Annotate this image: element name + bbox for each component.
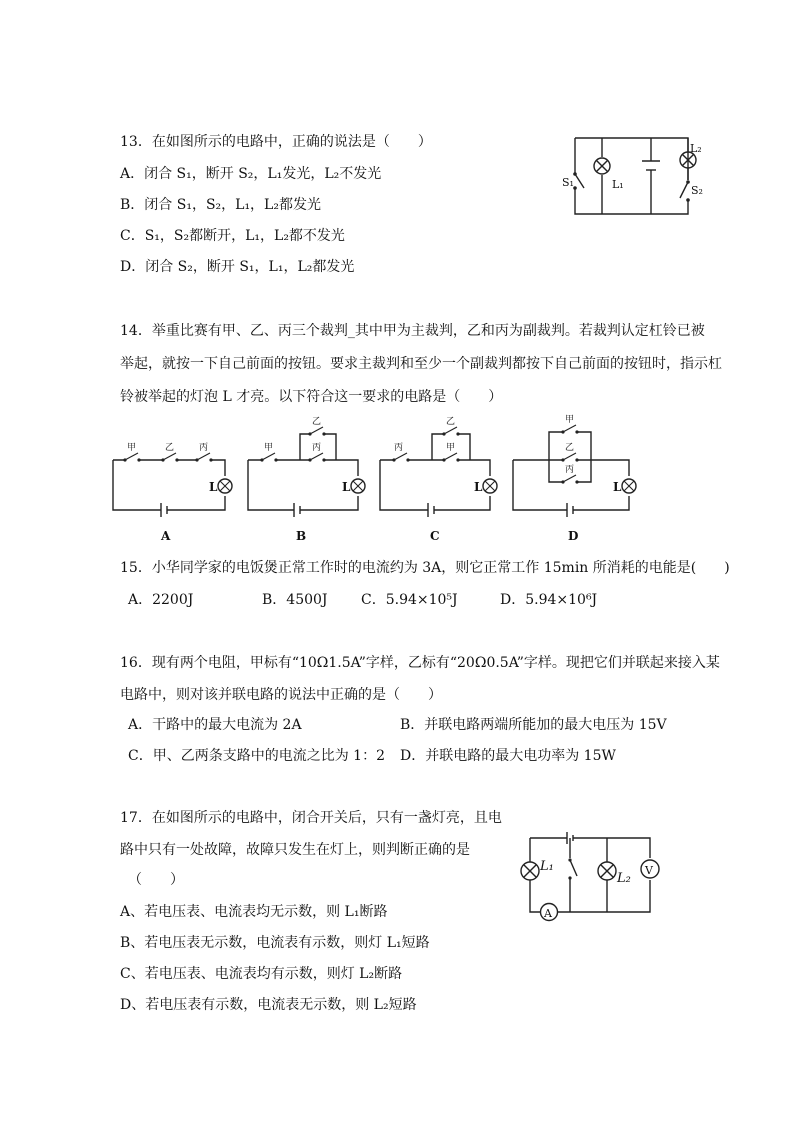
switch-yi-icon — [442, 427, 459, 436]
voltmeter-label: V — [645, 864, 653, 877]
switch-icon — [568, 858, 577, 879]
caption-a: A — [161, 529, 171, 543]
label-jia: 甲 — [446, 443, 456, 453]
switch-bing-icon — [308, 453, 325, 462]
q17-line-3: （ ） — [128, 872, 184, 888]
q13-option-b: B．闭合 S₁，S₂，L₁，L₂都发光 — [120, 197, 321, 213]
q17-option-b: B、若电压表无示数，电流表有示数，则灯 L₁短路 — [120, 935, 430, 951]
q17-line-2: 路中只有一处故障，故障只发生在灯上，则判断正确的是 — [120, 842, 470, 858]
q16-option-d: D．并联电路的最大电功率为 15W — [400, 748, 616, 764]
lamp-label: L — [613, 480, 622, 494]
label-bing: 丙 — [312, 443, 322, 453]
s2-label: S₂ — [691, 184, 703, 197]
switch-bing-icon — [195, 453, 212, 462]
q14-line-3: 铃被举起的灯泡 L 才亮。以下符合这一要求的电路是（ ） — [120, 389, 503, 405]
switch-yi-icon — [561, 453, 578, 462]
q17-line-1: 17．在如图所示的电路中，闭合开关后，只有一盏灯亮，且电 — [120, 810, 502, 826]
switch-jia-icon — [442, 453, 459, 462]
q14-circuit-c — [372, 412, 507, 548]
q14-circuit-a — [105, 438, 245, 548]
q15-option-d: D．5.94×10⁶J — [500, 592, 598, 608]
label-bing: 丙 — [199, 443, 209, 453]
q13-stem: 13．在如图所示的电路中，正确的说法是（ ） — [120, 134, 432, 150]
q16-option-a: A．干路中的最大电流为 2A — [128, 717, 302, 733]
lamp-label: L — [474, 480, 483, 494]
q14-circuit-b — [240, 412, 375, 548]
q15-option-c: C．5.94×10⁵J — [361, 592, 458, 608]
battery-icon — [161, 503, 167, 517]
q17-option-d: D、若电压表有示数，电流表无示数，则 L₂短路 — [120, 997, 417, 1013]
label-jia: 甲 — [565, 415, 575, 425]
lamp-label: L — [209, 480, 218, 494]
q13-option-a: A．闭合 S₁，断开 S₂，L₁发光，L₂不发光 — [120, 166, 382, 182]
ammeter-label: A — [544, 907, 552, 920]
l1-lamp-icon — [521, 862, 539, 880]
lamp-icon — [351, 479, 365, 493]
lamp-icon — [218, 479, 232, 493]
q15-option-a: A．2200J — [128, 592, 194, 608]
q13-option-d: D．闭合 S₂，断开 S₁，L₁，L₂都发光 — [120, 259, 355, 275]
s2-switch-icon — [680, 182, 688, 198]
label-jia: 甲 — [127, 443, 137, 453]
l2-lamp-icon — [598, 862, 616, 880]
switch-jia-icon — [561, 425, 578, 434]
label-bing: 丙 — [394, 443, 404, 453]
switch-bing-icon — [392, 453, 409, 462]
switch-jia-icon — [123, 453, 140, 462]
q15-option-b: B．4500J — [262, 592, 328, 608]
l1-label: L₁ — [540, 859, 554, 874]
label-yi: 乙 — [165, 443, 175, 453]
battery-icon — [428, 503, 434, 517]
label-bing: 丙 — [565, 465, 575, 475]
q16-option-b: B．并联电路两端所能加的最大电压为 15V — [400, 717, 667, 733]
switch-yi-icon — [161, 453, 178, 462]
l1-lamp-icon — [594, 158, 610, 174]
q17-option-a: A、若电压表、电流表均无示数，则 L₁断路 — [120, 904, 388, 920]
q13-option-c: C．S₁，S₂都断开，L₁，L₂都不发光 — [120, 228, 345, 244]
s1-switch-icon — [575, 174, 584, 188]
q14-circuit-d — [507, 412, 642, 548]
caption-c: C — [430, 529, 440, 543]
l2-label: L₂ — [690, 142, 702, 155]
lamp-icon — [483, 479, 497, 493]
switch-jia-icon — [260, 453, 277, 462]
q16-line-1: 16．现有两个电阻，甲标有“10Ω1.5A”字样，乙标有“20Ω0.5A”字样。现把它们并联起来接入某 — [120, 655, 720, 671]
label-yi: 乙 — [312, 417, 322, 427]
s1-label: S₁ — [562, 176, 574, 189]
caption-d: D — [568, 529, 579, 543]
q17-circuit-diagram — [515, 830, 665, 920]
q13-circuit-diagram — [560, 130, 710, 225]
q17-option-c: C、若电压表、电流表均有示数，则灯 L₂断路 — [120, 966, 403, 982]
label-jia: 甲 — [264, 443, 274, 453]
label-yi: 乙 — [446, 417, 456, 427]
l2-label: L₂ — [617, 871, 631, 886]
l1-label: L₁ — [612, 178, 624, 191]
switch-bing-icon — [561, 475, 578, 484]
lamp-icon — [622, 479, 636, 493]
lamp-label: L — [342, 480, 351, 494]
q16-line-2: 电路中，则对该并联电路的说法中正确的是（ ） — [120, 687, 442, 703]
q14-line-1: 14．举重比赛有甲、乙、丙三个裁判_其中甲为主裁判，乙和丙为副裁判。若裁判认定杠铃已被 — [120, 323, 705, 339]
switch-yi-icon — [308, 427, 325, 436]
battery-icon — [294, 503, 300, 517]
q15-stem: 15．小华同学家的电饭煲正常工作时的电流约为 3A，则它正常工作 15min 所消耗的电能是( ) — [120, 560, 730, 576]
battery-icon — [567, 503, 573, 517]
q14-line-2: 举起，就按一下自己前面的按钮。要求主裁判和至少一个副裁判都按下自己前面的按钮时，指示杠 — [120, 356, 722, 372]
caption-b: B — [296, 529, 307, 543]
q16-option-c: C．甲、乙两条支路中的电流之比为 1：2 — [128, 748, 385, 764]
label-yi: 乙 — [565, 443, 575, 453]
